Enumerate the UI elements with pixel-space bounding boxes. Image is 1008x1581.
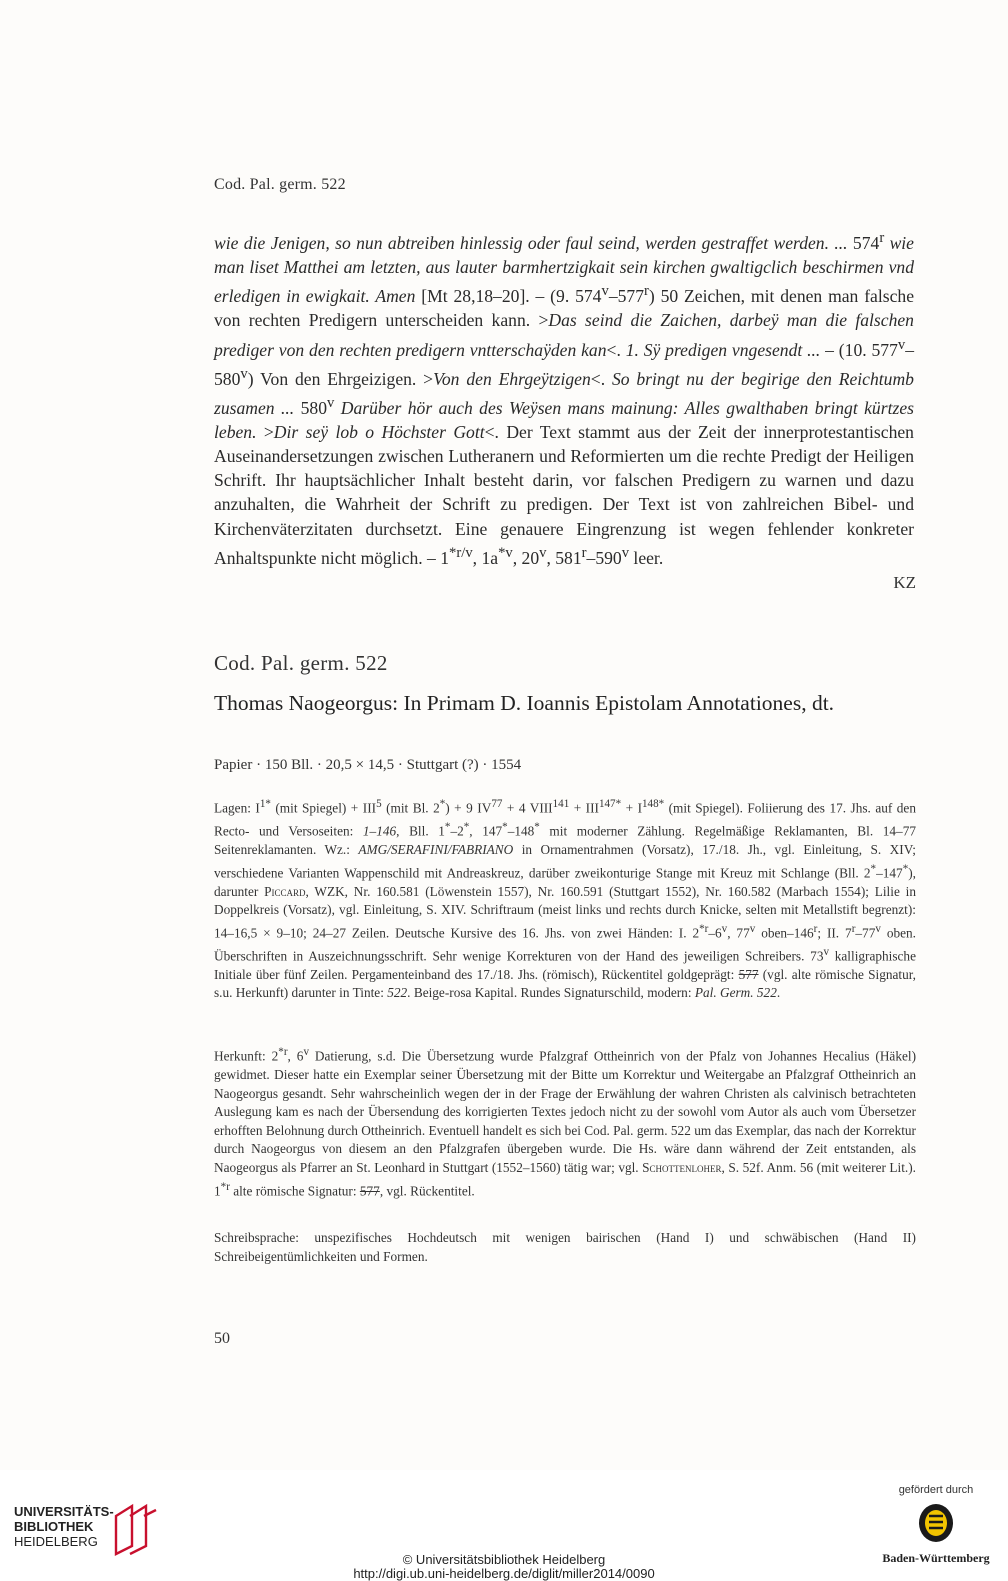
page-number: 50 <box>214 1330 230 1347</box>
library-line-1: UNIVERSITÄTS- <box>14 1504 114 1519</box>
sponsor-label: gefördert durch <box>898 1484 974 1496</box>
description-continuation: wie die Jenigen, so nun abtreiben hinlessig oder faul seind, werden gestraffet werden. ... 574$^r$ wie man liset Matthei am letzten, aus lauter barmhertzigkait sein kirchen gwaltigclich beschirmen vnd erledigen in ewigkait. Amen [Mt 28,18–20]. – (9. 574$^v$–577$^r$) 50 Zeichen, mit denen man falsche von rechten Predigern unterscheiden kann. >Das seind die Zaichen, darbeÿ man die falschen prediger von den rechten predigern vntterschaÿden kan<. 1. Sÿ predigen vngesendt ... – (10. 577$^v$–580$^v$) Von den Ehrgeizigen. >Von den Ehrgeÿtzigen<. So bringt nu der begirige den Reichtumb zusamen ... 580$^v$ Darüber hör auch des Weÿsen mans mainung: Alles gwalthaben bringt kürtzes leben. >Dir seÿ lob o Höchster Gott<. Der Text stammt aus der Zeit der innerprotestantischen Auseinandersetzungen zwischen Lutheranern und Reformierten um die rechte Predigt der Heiligen Schrift. Ihr hauptsächlicher Inhalt besteht darin, vor falschen Predigern zu warnen und dazu anzuhalten, die Wahrheit der Schrift zu predigen. Der Text ist von zahlreichen Bibel- und Kirchenväterzitaten durchsetzt. Eine genauere Eingrenzung ist wegen fehlender konkreter Anhaltspunkte nicht möglich. – $1^{*r/v}$, $1a^{*v}$, 20$^v$, 581$^r$–590$^v$ leer. <box>214 230 915 568</box>
copyright-notice: © Universitätsbibliothek Heidelberg <box>402 1552 606 1567</box>
running-head: Cod. Pal. germ. 522 <box>214 176 346 193</box>
library-line-3: HEIDELBERG <box>14 1534 98 1549</box>
entry-title: Thomas Naogeorgus: In Primam D. Ioannis Epistolam Annotationes, dt. <box>214 691 835 715</box>
entry-meta-line: Papier · 150 Bll. · 20,5 × 14,5 · Stuttgart (?) · 1554 <box>214 757 522 773</box>
ub-logo-mark-icon <box>110 1502 160 1556</box>
library-line-2: BIBLIOTHEK <box>14 1519 94 1534</box>
author-initials: KZ <box>893 573 916 592</box>
library-name <box>14 1504 114 1549</box>
baden-wuerttemberg-emblem-icon <box>916 1502 956 1544</box>
paragraph-lagen: Lagen: $I^{1*}$ (mit Spiegel) + $III^5$ (mit Bl. 2*) + 9 $IV^{77} + 4$ $VIII^{141} + III^{147*} + I^{148*}$ (mit Spiegel). Foliierung des 17. Jhs. auf den Recto- und Versoseiten: 1–146, Bll. 1*–2*, 147*–148* mit moderner Zählung. Regelmäßige Reklamanten, Bl. 14–77 Seitenreklamanten. Wz.: AMG/SERAFINI/FABRIANO in Ornamentrahmen (Vorsatz), 17./18. Jh., vgl. Einleitung, S. XIV; verschiedene Varianten Wappenschild mit Andreaskreuz, darüber zweikonturige Stange mit Kreuz mit Schlange (Bll. 2*–147*), darunter Piccard, WZK, Nr. 160.581 (Löwenstein 1557), Nr. 160.591 (Stuttgart 1552), Nr. 160.582 (Marbach 1554); Lilie in Doppelkreis (Vorsatz), vgl. Einleitung, S. XIV. Schriftraum (meist links und rechts durch Knicke, selten mit Metallstift begrenzt): 14–16,5 × 9–10; 24–27 Zeilen. Deutsche Kursive des 16. Jhs. von zwei Händen: I. 2$^{*r}$–6$^v$, 77$^v$ oben–146$^r$; II. 7$^r$–77$^v$ oben. Überschriften in Auszeichnungsschrift. Sehr wenige Korrekturen von der Hand des jeweiligen Schreibers. 73$^v$ kalligraphische Initiale über fünf Zeilen. Pergamenteinband des 17./18. Jhs. (römisch), Rückentitel goldgeprägt: 577 (vgl. alte römische Signatur, s.u. Herkunft) darunter in Tinte: 522. Beige-rosa Kapital. Rundes Signaturschild, modern: Pal. Germ. 522. <box>214 798 916 1001</box>
sponsor-name: Baden-Württemberg <box>882 1551 990 1565</box>
paragraph-schreibsprache: Schreibsprache: unspezifisches Hochdeutsch mit wenigen bairischen (Hand I) und schwäbischen (Hand II) Schreibeigentümlichkeiten und Formen. <box>214 1230 916 1264</box>
digitization-footer <box>0 1470 1008 1579</box>
paragraph-herkunft: Herkunft: 2$^{*r}$, 6$^v$ Datierung, s.d. Die Übersetzung wurde Pfalzgraf Ottheinrich von der Pfalz von Johannes Hecalius (Häkel) gewidmet. Dieser hatte ein Exemplar seiner Übersetzung mit der Bitte um Korrektur und Weitergabe an Pfalzgraf Ottheinrich an Naogeorgus gesandt. Sehr wahrscheinlich wegen der in der Frage der Erwählung der wahren Christen als calvinisch betrachteten Auslegung kam es nach der Übersendung des korrigierten Textes jedoch nicht zu der sowohl vom Autor als auch vom Übersetzer erhofften Belohnung durch Ottheinrich. Eventuell handelt es sich bei Cod. Pal. germ. 522 um das Exemplar, das nach der Korrektur durch Naogeorgus von diesem an den Pfalzgrafen übergeben wurde. Die Hs. wäre dann während der Zeit entstanden, als Naogeorgus als Pfarrer an St. Leonhard in Stuttgart (1552–1560) tätig war; vgl. Schottenloher, S. 52f. Anm. 56 (mit weiterer Lit.). 1$^{*r}$ alte römische Signatur: 577, vgl. Rückentitel. <box>214 1046 917 1198</box>
section-heading: Cod. Pal. germ. 522 <box>214 651 388 675</box>
sponsor-block <box>876 1478 996 1578</box>
permalink-url[interactable]: http://digi.ub.uni-heidelberg.de/diglit/miller2014/0090 <box>353 1566 655 1581</box>
